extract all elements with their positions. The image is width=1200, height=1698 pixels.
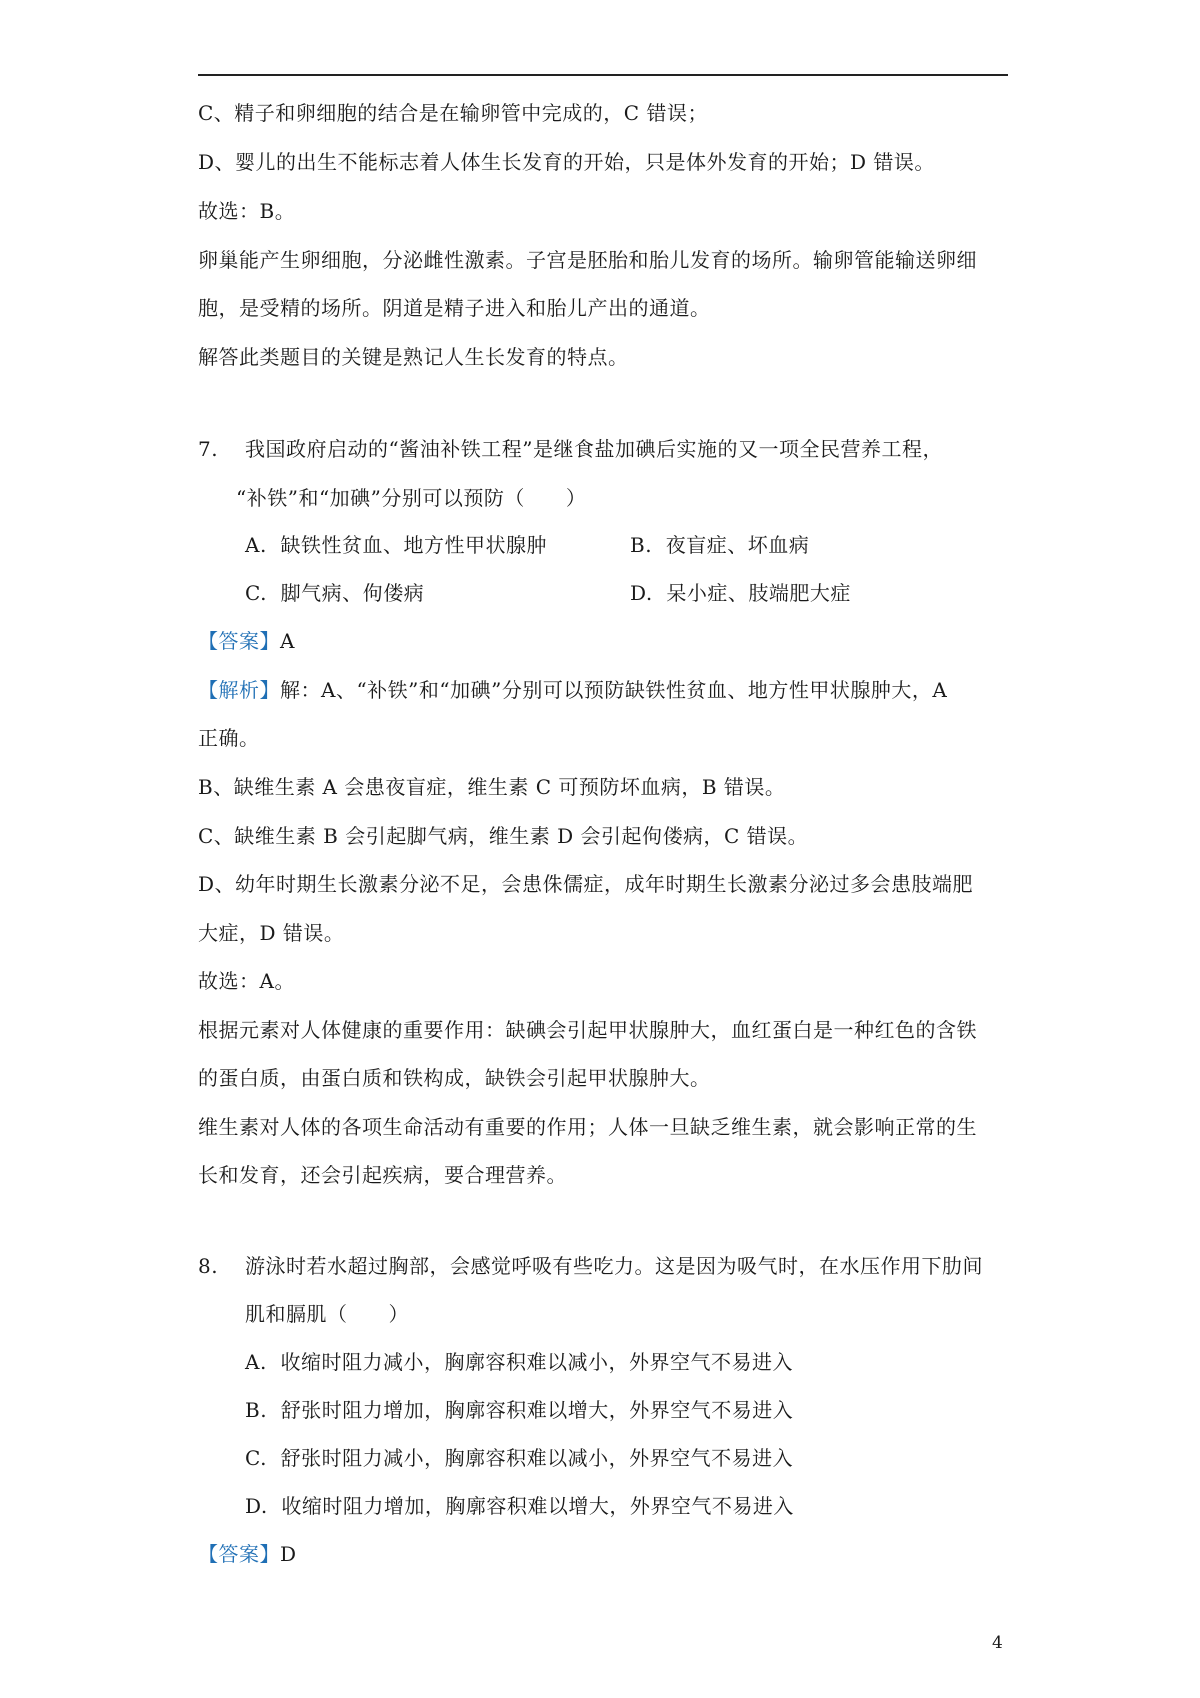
q7-analysis-b: B、缺维生素 A 会患夜盲症，维生素 C 可预防坏血病，B 错误。 <box>198 775 786 799</box>
q8-stem-line-2: 肌和膈肌（ ） <box>245 1302 409 1326</box>
analysis-tag: 【解析】 <box>198 678 280 702</box>
option-label: D. <box>630 581 653 605</box>
q7-analysis-d-line-1: D、幼年时期生长激素分泌不足，会患侏儒症，成年时期生长激素分泌过多会患肢端肥 <box>198 872 974 896</box>
q7-analysis-line-2: 正确。 <box>198 726 260 750</box>
option-text: 缺铁性贫血、地方性甲状腺肿 <box>280 533 548 557</box>
q8-number: 8. <box>198 1254 219 1278</box>
q7-note-line-1: 根据元素对人体健康的重要作用：缺碘会引起甲状腺肿大，血红蛋白是一种红色的含铁 <box>198 1018 977 1042</box>
option-label: A. <box>245 1350 267 1374</box>
prev-key-point: 解答此类题目的关键是熟记人生长发育的特点。 <box>198 345 629 369</box>
option-label: C. <box>245 1446 267 1470</box>
q7-number: 7. <box>198 437 219 461</box>
option-label: D. <box>245 1494 268 1518</box>
prev-explain-line-2: 胞，是受精的场所。阴道是精子进入和胎儿产出的通道。 <box>198 296 711 320</box>
q7-note-line-3: 维生素对人体的各项生命活动有重要的作用；人体一旦缺乏维生素，就会影响正常的生 <box>198 1115 977 1139</box>
q8-option-c <box>245 1444 793 1472</box>
q8-option-d <box>245 1492 794 1520</box>
option-text: 舒张时阻力增加，胸廓容积难以增大，外界空气不易进入 <box>280 1398 794 1422</box>
q7-analysis-d-line-2: 大症，D 错误。 <box>198 921 345 945</box>
q7-answer <box>198 627 295 655</box>
option-text: 呆小症、肢端肥大症 <box>666 581 851 605</box>
q8-stem-line-1: 游泳时若水超过胸部，会感觉呼吸有些吃力。这是因为吸气时，在水压作用下肋间 <box>245 1254 983 1278</box>
q7-stem-line-2: “补铁”和“加碘”分别可以预防（ ） <box>236 486 587 510</box>
q7-option-b <box>630 531 809 559</box>
prev-analysis-c: C、精子和卵细胞的结合是在输卵管中完成的，C 错误； <box>198 101 708 125</box>
prev-explain-line-1: 卵巢能产生卵细胞，分泌雌性激素。子宫是胚胎和胎儿发育的场所。输卵管能输送卵细 <box>198 248 977 272</box>
answer-tag: 【答案】 <box>198 629 280 653</box>
option-text: 舒张时阻力减小，胸廓容积难以减小，外界空气不易进入 <box>280 1446 794 1470</box>
option-label: A. <box>245 533 267 557</box>
analysis-text: 解：A、“补铁”和“加碘”分别可以预防缺铁性贫血、地方性甲状腺肿大，A <box>280 678 948 702</box>
q8-option-b <box>245 1396 793 1424</box>
q8-option-a <box>245 1348 793 1376</box>
q7-analysis-line-1 <box>198 676 947 704</box>
prev-analysis-d: D、婴儿的出生不能标志着人体生长发育的开始，只是体外发育的开始；D 错误。 <box>198 150 935 174</box>
option-label: B. <box>245 1398 268 1422</box>
q7-option-c <box>245 579 424 607</box>
option-label: B. <box>630 533 653 557</box>
page-number: 4 <box>992 1633 1003 1653</box>
q7-note-line-2: 的蛋白质，由蛋白质和铁构成，缺铁会引起甲状腺肿大。 <box>198 1066 711 1090</box>
q7-option-d <box>630 579 851 607</box>
option-text: 夜盲症、坏血病 <box>665 533 810 557</box>
q7-option-a <box>245 531 547 559</box>
option-text: 收缩时阻力增加，胸廓容积难以增大，外界空气不易进入 <box>281 1494 794 1518</box>
prev-choice: 故选：B。 <box>198 199 296 223</box>
header-rule <box>198 74 1008 76</box>
q7-note-line-4: 长和发育，还会引起疾病，要合理营养。 <box>198 1163 567 1187</box>
option-label: C. <box>245 581 267 605</box>
answer-value: D <box>280 1542 297 1566</box>
answer-value: A <box>280 629 295 653</box>
q7-stem-line-1: 我国政府启动的“酱油补铁工程”是继食盐加碘后实施的又一项全民营养工程， <box>245 437 943 461</box>
q7-choice: 故选：A。 <box>198 969 295 993</box>
q8-answer <box>198 1540 297 1568</box>
option-text: 收缩时阻力减小，胸廓容积难以减小，外界空气不易进入 <box>280 1350 794 1374</box>
answer-tag: 【答案】 <box>198 1542 280 1566</box>
option-text: 脚气病、佝偻病 <box>280 581 425 605</box>
q7-analysis-c: C、缺维生素 B 会引起脚气病，维生素 D 会引起佝偻病，C 错误。 <box>198 824 809 848</box>
